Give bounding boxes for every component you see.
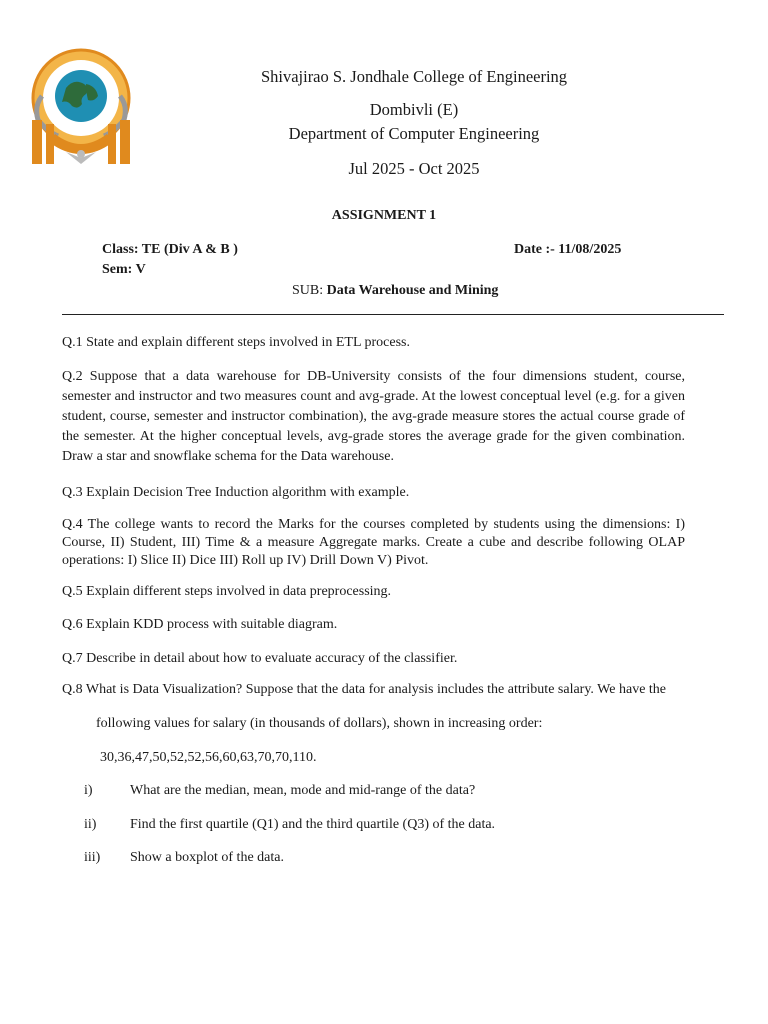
subquestion-number: i) xyxy=(84,783,93,798)
subject-line xyxy=(292,283,498,299)
question-3: Q.3 Explain Decision Tree Induction algorithm with example. xyxy=(62,485,410,500)
subquestion-number: iii) xyxy=(84,850,101,865)
question-8-text-cont: following values for salary (in thousands of dollars), shown in increasing order: xyxy=(96,716,543,731)
subquestion-text: Find the first quartile (Q1) and the third quartile (Q3) of the data. xyxy=(130,817,496,832)
subject-label: SUB: xyxy=(292,283,327,298)
subquestion-number: ii) xyxy=(84,817,97,832)
question-1: Q.1 State and explain different steps involved in ETL process. xyxy=(62,335,410,350)
academic-term: Jul 2025 - Oct 2025 xyxy=(348,159,480,178)
class-info: Class: TE (Div A & B ) xyxy=(102,242,238,257)
question-7: Q.7 Describe in detail about how to evaluate accuracy of the classifier. xyxy=(62,651,458,666)
salary-values: 30,36,47,50,52,52,56,60,63,70,70,110. xyxy=(100,750,317,765)
college-city: Dombivli (E) xyxy=(369,100,459,119)
header-divider xyxy=(62,314,724,315)
question-4: Q.4 The college wants to record the Marks for the courses completed by students using the dimensions: I) Course, II) Student, III) Time & a measure Aggregate marks. Create a cube and describe following OLAP operations: I) Slice II) Dice III) Roll up IV) Drill Down V) Pivot. xyxy=(62,517,685,568)
college-name: Shivajirao S. Jondhale College of Engineering xyxy=(260,67,568,86)
date-info: Date :- 11/08/2025 xyxy=(514,242,622,257)
question-5: Q.5 Explain different steps involved in data preprocessing. xyxy=(62,584,392,599)
subquestion-text: Show a boxplot of the data. xyxy=(130,850,284,865)
assignment-title: ASSIGNMENT 1 xyxy=(331,208,437,223)
subject-value: Data Warehouse and Mining xyxy=(326,283,499,298)
department-name: Department of Computer Engineering xyxy=(288,124,540,143)
question-6: Q.6 Explain KDD process with suitable diagram. xyxy=(62,617,338,632)
subquestion-text: What are the median, mean, mode and mid-range of the data? xyxy=(130,783,476,798)
question-2: Q.2 Suppose that a data warehouse for DB-University consists of the four dimensions student, course, semester and instructor and two measures count and avg-grade. At the lowest conceptual level (e.g. for a given student, course, semester and instructor combination), the avg-grade measure stores the actual course grade of the semester. At the higher conceptual levels, avg-grade stores the average grade for the given combination. Draw a star and snowflake schema for the Data warehouse. xyxy=(62,369,685,464)
question-8-text: Q.8 What is Data Visualization? Suppose that the data for analysis includes the attribute salary. We have the xyxy=(62,682,667,697)
semester-info: Sem: V xyxy=(102,262,146,277)
